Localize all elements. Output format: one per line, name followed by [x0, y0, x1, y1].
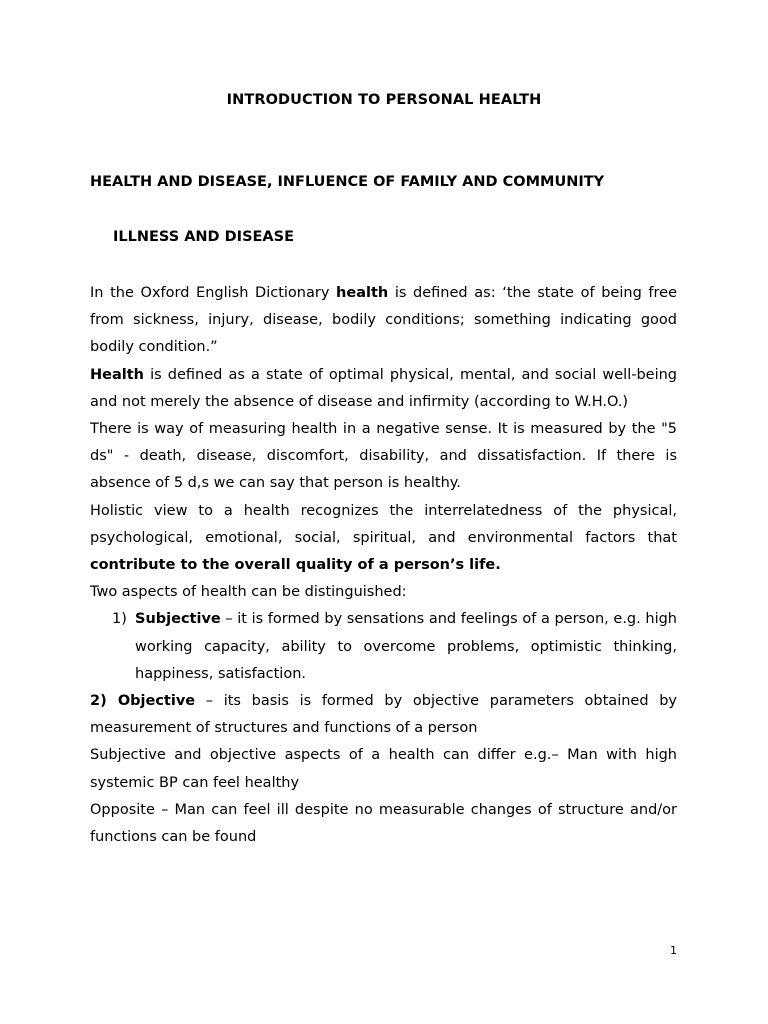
- bold-term-health: Health: [90, 366, 144, 383]
- document-title: INTRODUCTION TO PERSONAL HEALTH: [226, 92, 542, 108]
- text-run: – its basis is formed by objective parameters obtained by measurement of structures and functions of a person: [90, 693, 677, 737]
- paragraph-oxford-definition: [90, 280, 677, 362]
- paragraph-who-definition: [90, 362, 677, 416]
- paragraph-opposite: Opposite – Man can feel ill despite no measurable changes of structure and/or functions can be found: [90, 801, 677, 846]
- text-run: Holistic view to a health recognizes the interrelatedness of the physical, psychological, emotional, social, spiritual, and environmental factors that: [90, 502, 677, 546]
- page-number: 1: [670, 944, 677, 957]
- list-item-subjective: [90, 606, 677, 688]
- paragraph-objective: [90, 688, 677, 742]
- subsection-heading: ILLNESS AND DISEASE: [113, 229, 294, 245]
- bold-term-objective: 2) Objective: [90, 693, 196, 710]
- text-run: is defined as a state of optimal physical, mental, and social well-being and not merely the absence of disease and infirmity (according to W.H.O.): [90, 366, 677, 410]
- bold-term-subjective: Subjective: [135, 611, 221, 628]
- text-run: – it is formed by sensations and feelings of a person, e.g. high working capacity, ability to overcome problems, optimistic thinking, happiness, satisfaction.: [135, 611, 677, 682]
- list-item-text: [135, 606, 677, 688]
- paragraph-two-aspects: Two aspects of health can be distinguished:: [90, 584, 407, 601]
- paragraph-aspects-differ: Subjective and objective aspects of a health can differ e.g.– Man with high systemic BP can feel healthy: [90, 747, 677, 791]
- list-number: 1): [112, 611, 127, 628]
- paragraph-negative-measure: There is way of measuring health in a negative sense. It is measured by the "5 ds" - death, disease, discomfort, disability, and dissatisfaction. If there is absence of 5 d,s we can say that person is healthy.: [90, 421, 677, 492]
- paragraph-holistic-view: [90, 498, 677, 580]
- text-run: In the Oxford English Dictionary: [90, 285, 337, 301]
- text-run: is defined as: ‘the state of being free from sickness, injury, disease, bodily conditions; something indicating good bodily condition.”: [90, 285, 677, 356]
- bold-phrase: contribute to the overall quality of a person’s life.: [90, 557, 501, 574]
- bold-term-health: health: [336, 285, 389, 301]
- section-heading: HEALTH AND DISEASE, INFLUENCE OF FAMILY AND COMMUNITY: [90, 174, 605, 190]
- document-body: [90, 280, 677, 851]
